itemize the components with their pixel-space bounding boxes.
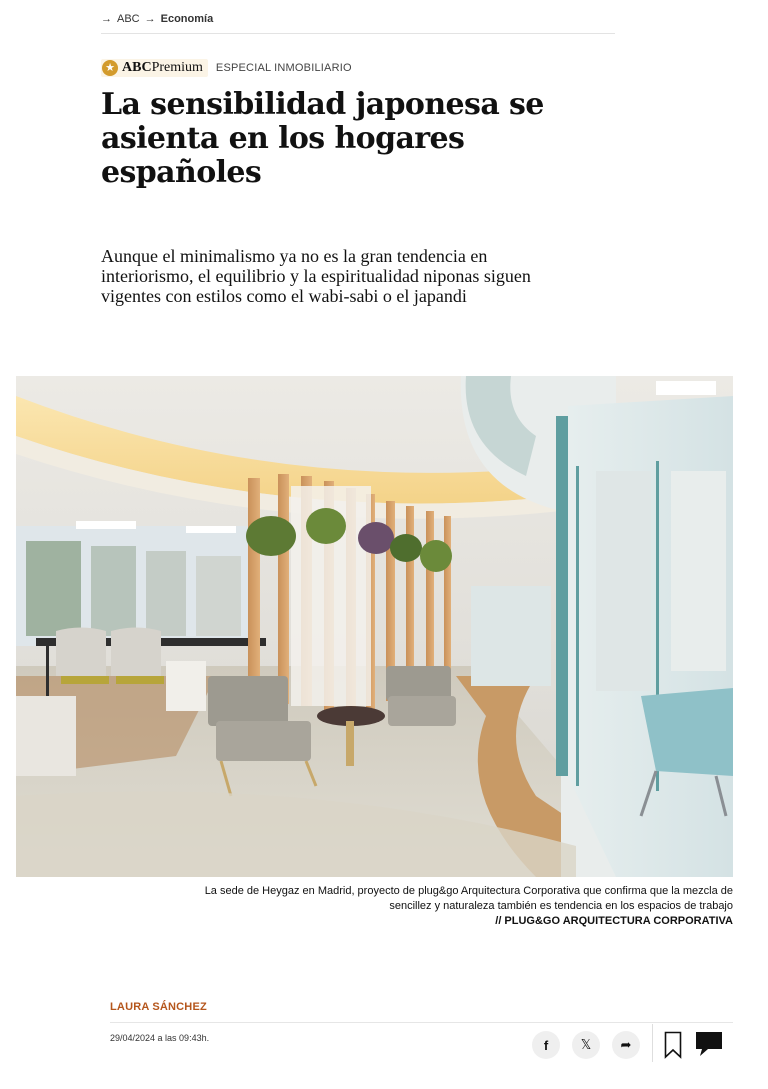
facebook-icon[interactable]: f [532,1031,560,1059]
publish-date: 29/04/2024 a las 09:43h. [110,1033,210,1043]
caption-line-2: sencillez y naturaleza también es tendencia en los espacios de trabajo [389,900,733,912]
caption-line-1: La sede de Heygaz en Madrid, proyecto de plug&go Arquitectura Corporativa que confirma que la mezcla de [204,885,733,897]
article-photo[interactable] [16,376,733,877]
arrow-icon: → [144,13,156,25]
photo-credit: // PLUG&GO ARQUITECTURA CORPORATIVA [495,915,733,927]
photo-caption [40,884,733,929]
comment-icon[interactable] [694,1030,724,1058]
star-icon: ★ [102,60,118,76]
byline-divider [110,1022,733,1023]
article-headline: La sensibilidad japonesa se asienta en los hogares españoles [101,87,544,190]
share-icon[interactable]: ➦ [612,1031,640,1059]
bookmark-icon[interactable] [664,1031,682,1059]
x-icon[interactable]: 𝕏 [572,1031,600,1059]
abc-premium-badge[interactable] [101,59,208,77]
breadcrumb-link-economia[interactable]: Economía [160,13,214,25]
author-name[interactable]: LAURA SÁNCHEZ [110,1001,207,1013]
breadcrumb [101,13,615,34]
abc-premium-logo: ABCPremium [122,60,203,75]
breadcrumb-link-abc[interactable]: ABC [117,13,140,25]
arrow-icon: → [101,13,112,25]
section-label[interactable]: ESPECIAL INMOBILIARIO [215,62,352,74]
article-subtitle: Aunque el minimalismo ya no es la gran tendencia en interiorismo, el equilibrio y la espiritualidad niponas siguen vigentes con estilos como el wabi-sabi o el japandi [101,246,531,306]
share-separator [652,1024,653,1062]
premium-row [101,58,352,78]
